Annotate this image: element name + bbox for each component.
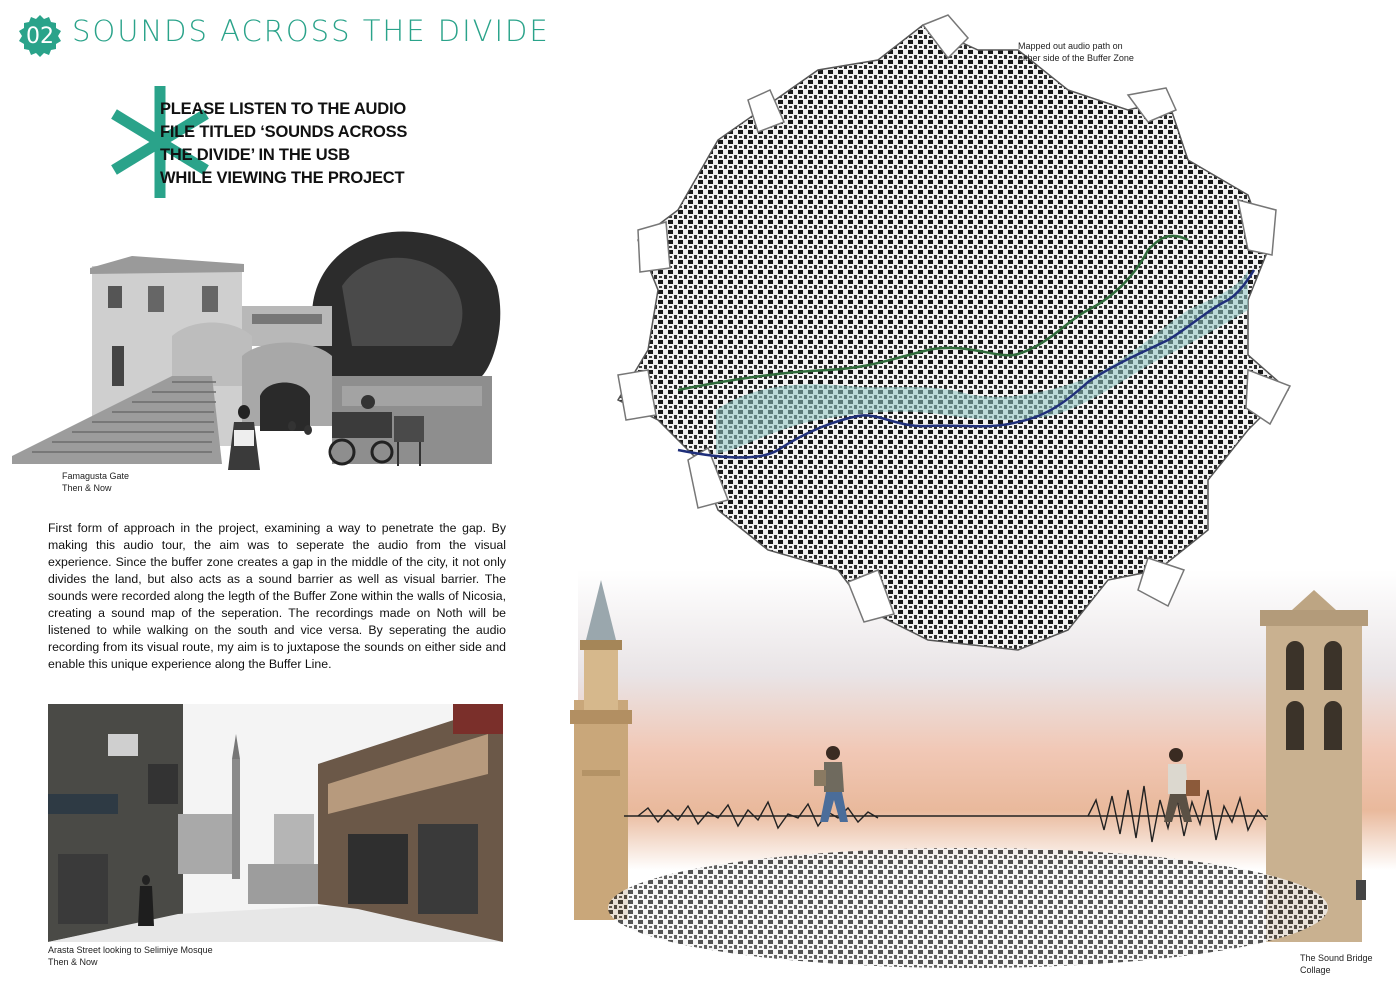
collage-caption	[1300, 952, 1390, 976]
project-description: First form of approach in the project, examining a way to penetrate the gap. By making this audio tour, the aim was to seperate the audio from the visual experience. Since the buffer zone creates a gap in the middle of the city, it not only divides the land, but also acts as a sound barrier as well as visual barrier. The sounds were recorded along the legth of the Buffer Zone within the walls of Nicosia, creating a sound map of the seperation. The recordings made on Noth will be listened to while walking on the south and vice versa. By seperating the audio recording from its visual route, my aim is to juxtapose the sounds on either side and enable this unique experience along the Buffer Line.	[48, 521, 506, 671]
caption-line: Then & Now	[48, 957, 98, 967]
photo1-caption	[62, 470, 262, 494]
notice-line: PLEASE LISTEN TO THE AUDIO	[160, 100, 406, 118]
caption-line: Then & Now	[62, 483, 112, 493]
badge-number: 02	[26, 23, 54, 49]
caption-line: Arasta Street looking to Selimiye Mosque	[48, 945, 213, 955]
famagusta-gate-photo	[12, 226, 502, 470]
nicosia-map	[618, 15, 1290, 650]
caption-line: The Sound Bridge	[1300, 953, 1373, 963]
caption-line: Mapped out audio path on	[1018, 41, 1123, 51]
sound-bridge-collage	[548, 10, 1396, 985]
caption-line: either side of the Buffer Zone	[1018, 53, 1134, 63]
section-number-badge	[18, 14, 62, 58]
arasta-street-photo	[48, 704, 503, 942]
notice-line: WHILE VIEWING THE PROJECT	[160, 169, 405, 187]
caption-line: Famagusta Gate	[62, 471, 130, 481]
notice-line: THE DIVIDE’ IN THE USB	[160, 146, 350, 164]
map-caption	[1018, 40, 1178, 64]
audio-notice	[160, 98, 430, 190]
notice-line: FILE TITLED ‘SOUNDS ACROSS	[160, 123, 408, 141]
caption-line: Collage	[1300, 965, 1331, 975]
page-title: SOUNDS ACROSS THE DIVIDE	[72, 14, 550, 48]
photo2-caption	[48, 944, 308, 968]
